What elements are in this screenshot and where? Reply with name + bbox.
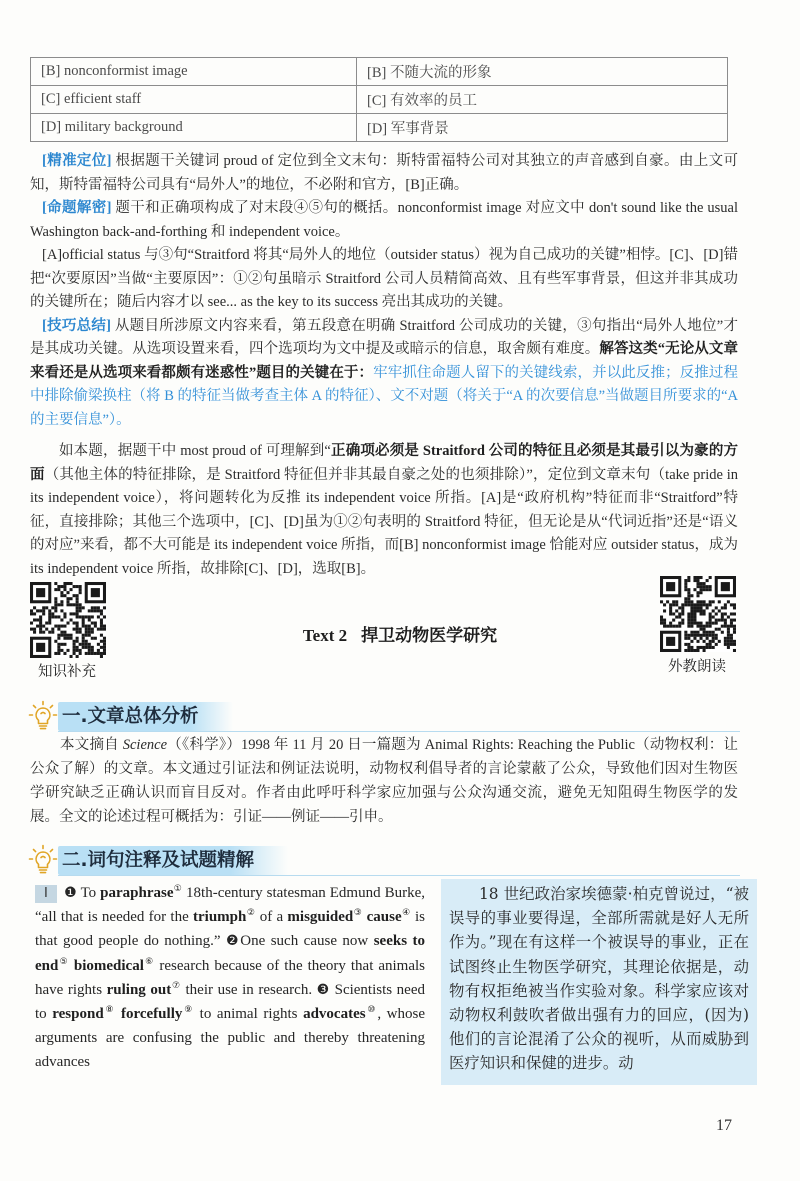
english-passage-bold: seeks to end: [35, 933, 426, 974]
technique-summary-paragraph-bold: 解答这类“无论从文章来看还是从选项来看都颇有迷惑性”题目的关键在于：: [30, 341, 738, 381]
english-passage-note-number: ⑨: [182, 1005, 195, 1016]
english-passage-text: of a: [255, 909, 288, 926]
english-passage-note-number: ②: [246, 908, 256, 919]
option-chinese: [B] 不随大流的形象: [357, 58, 728, 86]
chinese-translation-box: 18 世纪政治家埃德蒙·柏克曾说过，“被误导的事业要得逞，全部所需就是好人无所作为。”现在有这样一个被误导的事业，正在试图终止生物医学研究，其理论依据是，动物有权拒绝被当作实验对象。科学家应该对动物权利鼓吹者做出强有力的回应，(因为)他们的言论混淆了公众的视听，从而威胁到医疗知识和保健的进步。动: [441, 879, 757, 1085]
english-passage-bold: misguided: [287, 909, 354, 926]
lightbulb-icon: [28, 844, 58, 876]
distractor-analysis-paragraph-text: [A]official status 与③句“Straitford 将其“局外人的地位（outsider status）视为自己成功的关键”相悖。[C]、[D]错把“次要原因”当做“主要原因”：①②句虽暗示 Straitford 公司人员精简高效、且有些军事背景，但这并非其成功的关键所在；随后内容才以 see... as the key to its success 亮出其成功的关键。: [30, 247, 738, 310]
english-passage-note-number: ①: [173, 884, 183, 894]
precise-location-paragraph-tag: [精准定位]: [42, 153, 112, 169]
english-passage-text: Scientists need to: [35, 981, 425, 1023]
overview-paragraph-text: 本文摘自: [60, 737, 123, 753]
technique-summary-paragraph: [30, 315, 738, 433]
text-heading: [0, 621, 800, 646]
technique-summary-paragraph-highlight: 牢牢抓住命题人留下的关键线索，并以此反推；反推过程中排除偷梁换柱（将 B 的特征当做考查主体 A 的特征）、文不对题（将关于“A 的次要信息”当做题目所要求的“A 的主要信息”）。: [30, 364, 738, 428]
english-passage-text: is that good people do nothing.”: [35, 909, 425, 950]
technique-summary-paragraph-tag: [技巧总结]: [42, 317, 112, 334]
english-passage-sentence-number: ❸: [316, 981, 331, 998]
english-passage-text: To: [76, 885, 101, 901]
english-passage-text: to animal rights: [194, 1006, 304, 1023]
english-passage-sentence-number: ❶: [63, 885, 77, 901]
text-title: 捍卫动物医学研究: [361, 626, 498, 645]
section-heading-overview: [28, 700, 740, 732]
overview-paragraph-text: （《科学》）1998 年 11 月 20 日一篇题为 Animal Rights: Reaching the Public（动物权利：让公众了解）的文章。本文通过引证法和例证法说明，动物权利倡导者的言论蒙蔽了公众，导致他们因对生物医学研究缺乏正确认识而盲目反对。作者由此呼吁科学家应加强与公众沟通交流，避免无知阻碍生物医学的发展。全文的论述过程可概括为：引证——例证——引申。: [30, 737, 738, 825]
question-decode-paragraph-text: 题干和正确项构成了对末段④⑤句的概括。nonconformist image 对应文中 don't sound like the usual Washington back-and-forthing 和 independent voice。: [30, 200, 738, 240]
english-passage-text: One such cause now: [240, 933, 374, 950]
option-chinese: [D] 军事背景: [357, 114, 728, 142]
option-english: [B] nonconformist image: [31, 58, 357, 86]
overview-paragraph: [30, 733, 738, 829]
worked-example-paragraph: [30, 440, 738, 581]
text-number: Text 2: [302, 626, 348, 645]
english-passage-bold: respond: [52, 1006, 104, 1023]
page-number: 17: [716, 1117, 732, 1134]
english-passage-text: 18th-century statesman Edmund Burke, “all that is needed for the: [35, 885, 425, 926]
english-passage-text: their use in research.: [180, 981, 317, 998]
overview-paragraph-italic: Science: [122, 737, 168, 753]
english-passage-bold: advocates: [303, 1006, 366, 1023]
english-passage-bold: biomedical: [68, 957, 144, 974]
option-row: [31, 114, 728, 142]
question-decode-paragraph: [30, 197, 738, 244]
english-passage-note-number: ⑤: [58, 956, 69, 967]
english-passage-note-number: ④: [401, 908, 411, 919]
english-passage-bold: forcefully: [115, 1006, 183, 1023]
qr-label-knowledge: 知识补充: [38, 664, 96, 680]
answer-explanation: [30, 150, 738, 581]
precise-location-paragraph-text: 根据题干关键词 proud of 定位到全文末句：斯特雷福特公司对其独立的声音感到自豪。由上文可知，斯特雷福特公司具有“局外人”的地位，不必附和官方，[B]正确。: [30, 153, 738, 193]
english-passage-note-number: ⑧: [103, 1005, 116, 1016]
english-passage-bold: cause: [362, 909, 402, 926]
english-passage-note-number: ③: [353, 908, 363, 919]
worked-example-paragraph-text: 如本题，据题干中 most proud of 可理解到“: [59, 443, 331, 459]
english-passage-sentence-number: ❷: [226, 933, 241, 950]
section-heading-band: [58, 702, 233, 731]
option-english: [D] military background: [31, 114, 357, 142]
options-table: [30, 57, 728, 142]
english-passage-bold: triumph: [193, 909, 247, 926]
option-english: [C] efficient staff: [31, 86, 357, 114]
section-heading-rule: [58, 875, 740, 876]
lightbulb-icon: [28, 700, 58, 732]
section-heading-title: 二.词句注释及试题精解: [62, 850, 255, 871]
section-heading-title: 一.文章总体分析: [62, 706, 199, 727]
question-decode-paragraph-tag: [命题解密]: [42, 200, 112, 216]
worked-example-paragraph-bold: 正确项必须是 Straitford 公司的特征且必须是其最引以为豪的方面: [30, 443, 739, 483]
english-passage-note-number: ⑥: [143, 956, 155, 967]
qr-code-knowledge: [30, 582, 106, 658]
distractor-analysis-paragraph: [30, 244, 738, 315]
english-passage: [35, 881, 425, 1075]
english-passage-text: , whose arguments are confusing the public and thereby threatening advances: [35, 1006, 425, 1071]
section-heading-rule: [58, 731, 740, 732]
english-passage-text: research because of the theory that animals have rights: [35, 957, 426, 998]
option-chinese: [C] 有效率的员工: [357, 86, 728, 114]
english-passage-bold: paraphrase: [100, 885, 174, 901]
english-passage-bold: ruling out: [106, 981, 172, 998]
section-heading-annotations: [28, 844, 740, 876]
technique-summary-paragraph-text: 从题目所涉原文内容来看，第五段意在明确 Straitford 公司成功的关键，③句指出“局外人地位”才是其成功关键。从选项设置来看，四个选项均为文中提及或暗示的信息，取舍颇有难度。: [30, 317, 738, 357]
option-row: [31, 58, 728, 86]
english-passage-note-number: ⑩: [365, 1005, 378, 1016]
worked-example-paragraph-text: （其他主体的特征排除，是 Straitford 特征但并非其最自豪之处的也须排除）”，定位到文章末句（take pride in its independent voice），将问题转化为反推 its independent voice 所指。[A]是“政府机构”特征而非“Straitford”特征，直接排除；其他三个选项中，[C]、[D]虽为①②句表明的 Straitford 特征，但无论是从“代词近指”还是“语义的对应”来看，都不大可能是 its independent voice 所指，而[B] nonconformist image 恰能对应 outsider status，成为 its independent voice 所指，故排除[C]、[D]，选取[B]。: [30, 466, 738, 577]
english-passage-note-number: ⑦: [171, 980, 181, 991]
qr-label-reading: 外教朗读: [668, 659, 726, 675]
english-passage-paragraph-number: Ⅰ: [35, 885, 57, 903]
section-heading-band: [58, 846, 288, 875]
precise-location-paragraph: [30, 150, 738, 197]
option-row: [31, 86, 728, 114]
